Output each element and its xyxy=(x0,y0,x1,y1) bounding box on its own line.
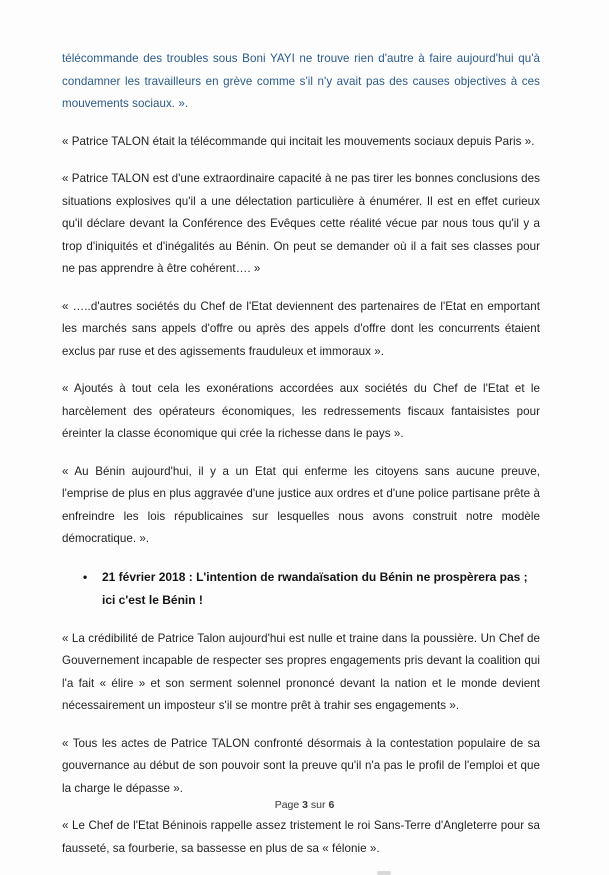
page-separator: sur xyxy=(310,799,326,811)
bullet-icon: • xyxy=(83,569,88,584)
paragraph-4: « …..d'autres sociétés du Chef de l'Etat deviennent des partenaires de l'Etat en emportant les marchés sans appels d'offre ou après des appels d'offre dont les concurrents étaient exclus par ruse et des agissements frauduleux et immoraux ». xyxy=(62,299,540,358)
page-current: 3 xyxy=(302,799,308,811)
page-number xyxy=(0,799,609,811)
page-total: 6 xyxy=(328,799,335,811)
section-heading-text: 21 février 2018 : L'intention de rwandaïsation du Bénin ne prospèrera pas ; ici c'est le Bénin ! xyxy=(102,569,528,607)
paragraph-8: « Tous les actes de Patrice TALON confronté désormais à la contestation populaire de sa gouvernance au début de son pouvoir sont la preuve qu'il n'a pas le profil de l'emploi et que la charge le dépasse ». xyxy=(62,736,540,795)
paragraph-2: « Patrice TALON était la télécommande qui incitait les mouvements sociaux depuis Paris ». xyxy=(62,134,535,148)
section-heading xyxy=(62,566,540,612)
paragraph-5: « Ajoutés à tout cela les exonérations accordées aux sociétés du Chef de l'Etat et le harcèlement des opérateurs économiques, les redressements fiscaux fantaisistes pour éreinter la classe économique qui crée la richesse dans le pays ». xyxy=(62,382,540,440)
paragraph-9: « Le Chef de l'Etat Béninois rappelle assez tristement le roi Sans-Terre d'Angleterre pour sa fausseté, sa fourberie, sa bassesse en plus de sa « félonie ». xyxy=(62,819,540,855)
paragraph-7: « La crédibilité de Patrice Talon aujourd'hui est nulle et traine dans la poussière. Un Chef de Gouvernement incapable de respecter ses propres engagements pris devant la coalition qui l'a fait « élire » et son serment solennel prononcé devant la nation et le monde devient nécessairement un imposteur s'il se montre prêt à trahir ses engagements ». xyxy=(62,631,540,712)
paragraph-1: télécommande des troubles sous Boni YAYI ne trouve rien d'autre à faire aujourd'hui qu'à condamner les travailleurs en grève comme s'il n'y avait pas des causes objectives à ces mouvements sociaux. ». xyxy=(62,52,540,110)
scan-artifact xyxy=(377,871,391,875)
paragraph-3: « Patrice TALON est d'une extraordinaire capacité à ne pas tirer les bonnes conclusions des situations explosives qu'il a une délectation particulière à énumérer. Il est en effet curieux qu'il déclare devant la Conférence des Evêques cette réalité vécue par nous tous qu'il y a trop d'iniquités et d'inégalités au Bénin. On peut se demander où il a fait ses classes pour ne pas apprendre à être cohérent…. » xyxy=(62,172,540,275)
document-body xyxy=(62,48,540,875)
page-label: Page xyxy=(274,799,300,811)
paragraph-6: « Au Bénin aujourd'hui, il y a un Etat qui enferme les citoyens sans aucune preuve, l'emprise de plus en plus aggravée d'une justice aux ordres et d'une police partisane prête à enfreindre les lois républicaines sur lesquelles nous avons construit notre modèle démocratique. ». xyxy=(62,464,540,545)
